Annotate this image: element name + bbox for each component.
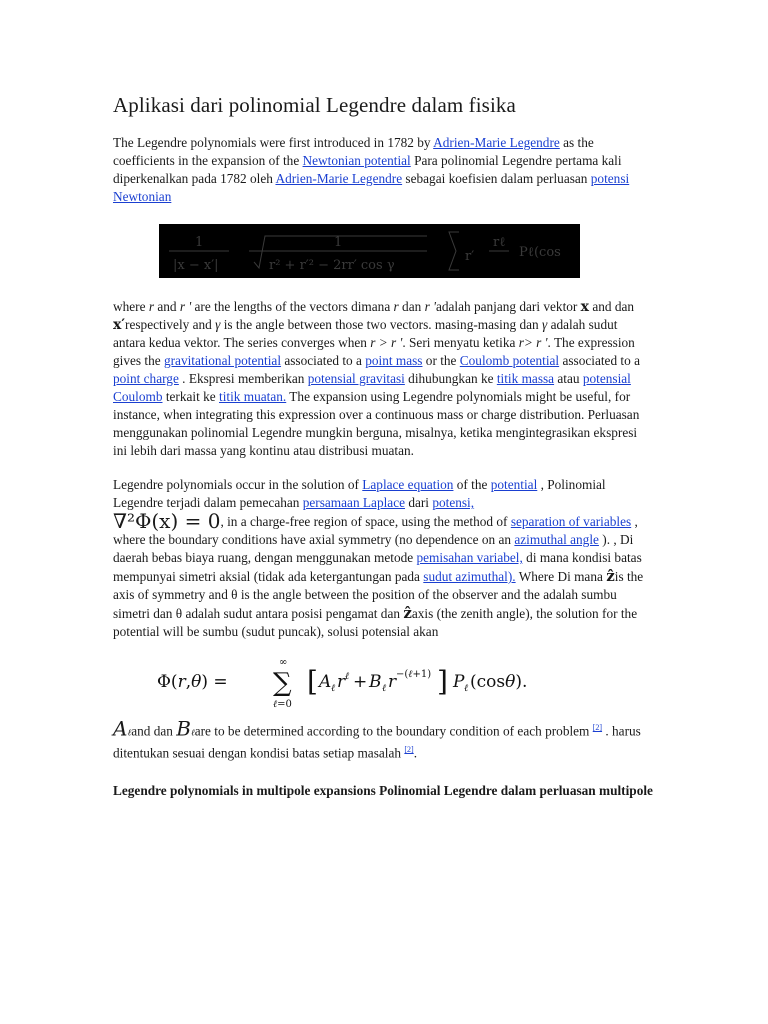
- text: The expansion using Legendre polynomials might be useful, for instance, when integrating this expression over a continuous mass or charge distribution. Perluasan menggunakan polinomial Legendre mungkin berguna, misalnya, ketika mengintegrasikan ekspresi ini lebih dari massa yang kontinu atau distribusi muatan.: [113, 389, 640, 458]
- link-laplace-equation[interactable]: Laplace equation: [362, 477, 454, 492]
- text: . Ekspresi memberikan: [178, 371, 308, 386]
- text: dari: [405, 495, 433, 510]
- potential-solution-formula: [157, 653, 653, 709]
- text: . harus ditentukan sesuai dengan kondisi batas setiap masalah: [113, 723, 641, 761]
- text: , Polinomial Legendre terjadi dalam pemecahan: [113, 477, 606, 510]
- text: where: [113, 299, 149, 314]
- subscript-ell: ℓ: [190, 727, 195, 738]
- var-r-prime: r ': [179, 299, 192, 314]
- svg-text:∑: ∑: [273, 668, 292, 698]
- text: are to be determined according to the boundary condition of each problem: [194, 723, 593, 739]
- link-gravitational-potential[interactable]: gravitational potential: [163, 353, 282, 368]
- text: or the: [422, 353, 460, 368]
- svg-text:[: [: [307, 665, 318, 698]
- svg-text:rℓ: rℓ: [493, 235, 506, 250]
- vectors-paragraph: [113, 298, 653, 460]
- link-potensial-coulomb[interactable]: potensial Coulomb: [113, 371, 631, 404]
- svg-text:ℓ: ℓ: [345, 671, 350, 682]
- reference-link-2[interactable]: [2]: [592, 723, 603, 732]
- svg-text:r: r: [337, 672, 346, 692]
- var-r: r: [148, 299, 154, 314]
- var-r-prime: r ': [424, 299, 436, 314]
- text: , in a charge-free region of space, using the method of: [220, 514, 511, 529]
- text: Legendre polynomials occur in the solution of: [113, 477, 363, 492]
- link-azimuthal-angle[interactable]: azimuthal angle: [514, 532, 599, 547]
- text: as the coefficients in the expansion of the: [113, 135, 594, 168]
- text: is the angle between those two vectors. masing-masing dan: [220, 317, 543, 332]
- svg-text:Φ(r,θ) =: Φ(r,θ) =: [157, 672, 228, 692]
- z-hat-symbol: ẑ: [403, 604, 412, 622]
- text: dan: [398, 299, 425, 314]
- var-r: r: [393, 299, 399, 314]
- text: dihubungkan ke: [404, 371, 497, 386]
- link-pemisahan-variabel[interactable]: pemisahan variabel,: [416, 550, 523, 565]
- svg-text:P: P: [453, 672, 465, 692]
- link-potensi[interactable]: potensi,: [432, 495, 475, 510]
- svg-text:1: 1: [195, 235, 204, 250]
- link-point-mass[interactable]: point mass: [365, 353, 423, 368]
- link-sudut-azimuthal[interactable]: sudut azimuthal).: [423, 569, 516, 584]
- text: and: [154, 299, 180, 314]
- condition: r> r ': [518, 335, 548, 350]
- text: . The expression gives the: [113, 335, 635, 368]
- link-potensial-gravitasi[interactable]: potensial gravitasi: [307, 371, 405, 386]
- svg-text:r: r: [388, 672, 397, 692]
- text: and dan: [131, 723, 177, 739]
- svg-text:+: +: [353, 672, 368, 692]
- intro-paragraph: [113, 134, 653, 206]
- text: is the axis of symmetry and θ is the angle between the position of the observer and the adalah sumbu simetri dan θ adalah sudut antara posisi pengamat dan: [113, 569, 644, 621]
- link-potensi-newtonian[interactable]: potensi Newtonian: [113, 171, 630, 204]
- svg-text:(cosθ).: (cosθ).: [470, 672, 528, 692]
- text: ). , Di daerah bebas biaya ruang, dengan menggunakan metode: [113, 532, 634, 565]
- text: . Seri menyatu ketika: [402, 335, 519, 350]
- reference-link-2[interactable]: [2]: [404, 745, 414, 755]
- svg-text:−(ℓ+1): −(ℓ+1): [396, 669, 432, 680]
- text: atau: [554, 371, 583, 386]
- text: respectively and: [125, 317, 216, 332]
- link-titik-muatan[interactable]: titik muatan.: [219, 389, 287, 404]
- link-point-charge[interactable]: point charge: [113, 371, 179, 386]
- symbol-b: B: [176, 716, 191, 741]
- text: axis (the zenith angle), the solution for the potential will be sumbu (sudut puncak), solusi potensial akan: [113, 606, 638, 639]
- section-heading: Legendre polynomials in multipole expansions Polinomial Legendre dalam perluasan multipole: [113, 782, 653, 798]
- vector-x: x: [580, 299, 590, 315]
- text: terkait ke: [162, 389, 219, 404]
- vector-x-prime: x′: [113, 317, 126, 333]
- svg-text:∞: ∞: [279, 657, 288, 668]
- svg-text:ℓ: ℓ: [382, 683, 387, 694]
- link-titik-massa[interactable]: titik massa: [496, 371, 555, 386]
- text: .: [413, 745, 418, 761]
- text: Para polinomial Legendre pertama kali diperkenalkan pada 1782 oleh: [113, 153, 622, 186]
- var-gamma: γ: [215, 317, 221, 332]
- laplace-paragraph: [113, 476, 653, 641]
- link-adrien-marie-legendre-id[interactable]: Adrien-Marie Legendre: [275, 171, 403, 186]
- document-page: [113, 92, 653, 800]
- link-adrien-marie-legendre[interactable]: Adrien-Marie Legendre: [433, 135, 560, 150]
- text: sebagai koefisien dalam perluasan: [402, 171, 591, 186]
- text: adalah panjang dari vektor: [435, 299, 581, 314]
- link-newtonian-potential[interactable]: Newtonian potential: [302, 153, 411, 168]
- z-hat-symbol: ẑ: [606, 567, 615, 585]
- link-persamaan-laplace[interactable]: persamaan Laplace: [302, 495, 405, 510]
- svg-text:1: 1: [334, 235, 343, 250]
- link-potential[interactable]: potential: [490, 477, 538, 492]
- svg-text:|x − x′|: |x − x′|: [173, 258, 219, 273]
- page-title: Aplikasi dari polinomial Legendre dalam fisika: [113, 93, 516, 117]
- text: and dan: [589, 299, 635, 314]
- text: adalah sudut antara kedua vektor. The series converges when: [113, 317, 618, 350]
- svg-text:]: ]: [437, 665, 448, 698]
- var-gamma: γ: [542, 317, 548, 332]
- link-separation-of-variables[interactable]: separation of variables: [510, 514, 632, 529]
- text: di mana kondisi batas mempunyai simetri aksial (tidak ada ketergantungan pada: [113, 550, 642, 584]
- text: Where Di mana: [515, 569, 607, 584]
- text: The Legendre polynomials were first introduced in 1782 by: [113, 135, 434, 150]
- condition: r > r ': [370, 335, 403, 350]
- svg-text:Pℓ(cos: Pℓ(cos: [519, 245, 561, 260]
- svg-text:B: B: [369, 672, 382, 692]
- svg-text:ℓ=0: ℓ=0: [273, 699, 292, 710]
- text: of the: [453, 477, 491, 492]
- svg-text:ℓ: ℓ: [331, 683, 336, 694]
- svg-text:r² + r′² − 2rr′ cos γ: r² + r′² − 2rr′ cos γ: [269, 258, 395, 273]
- coefficients-paragraph: [113, 716, 653, 763]
- symbol-a: A: [113, 716, 128, 741]
- text: , where the boundary conditions have axial symmetry (no dependence on an: [113, 514, 638, 547]
- svg-text:A: A: [319, 672, 332, 692]
- link-coulomb-potential[interactable]: Coulomb potential: [459, 353, 560, 368]
- text: associated to a: [281, 353, 366, 368]
- svg-text:ℓ: ℓ: [464, 683, 469, 694]
- text: associated to a: [559, 353, 640, 368]
- laplace-equation-formula: ∇²Φ(x) = 0: [113, 509, 221, 533]
- svg-text:r′: r′: [465, 249, 475, 264]
- subscript-ell: ℓ: [127, 727, 132, 738]
- text: are the lengths of the vectors dimana: [191, 299, 394, 314]
- generating-function-formula-image: [159, 224, 580, 278]
